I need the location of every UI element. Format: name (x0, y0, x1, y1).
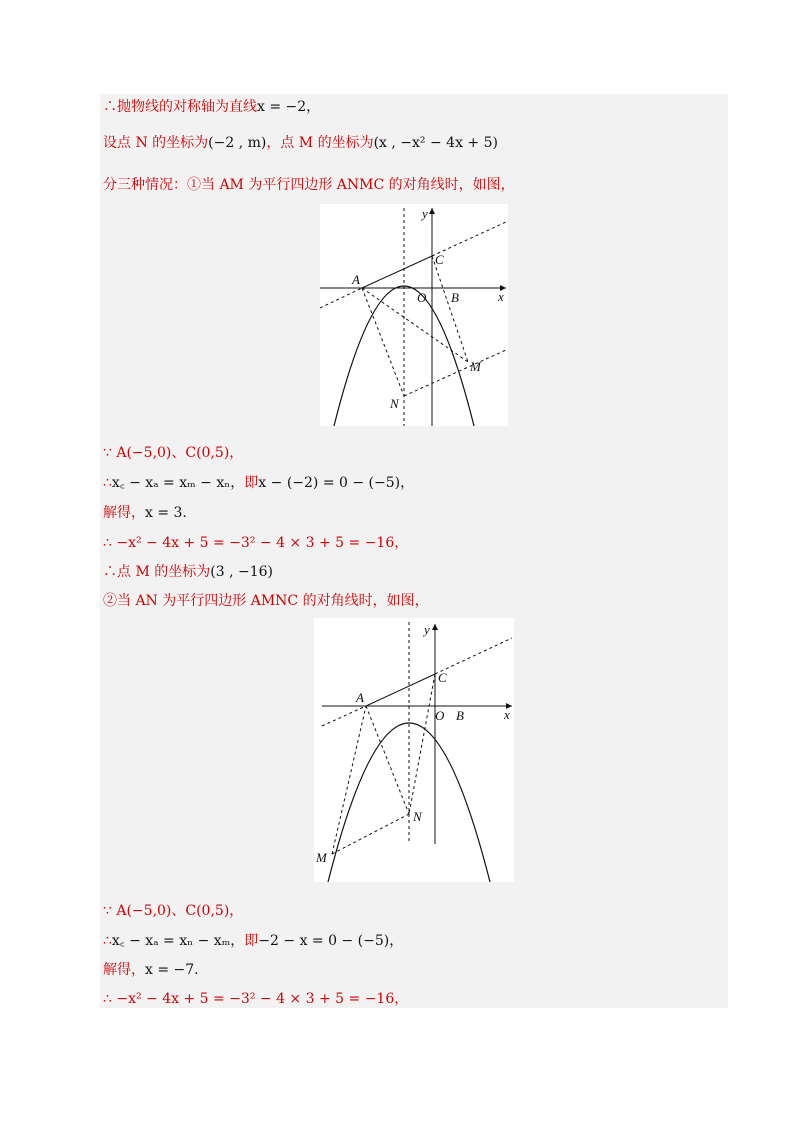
text-line-8 (103, 563, 273, 581)
line-5-text: ∴ (103, 475, 112, 491)
label-y: y (422, 206, 428, 221)
label-C: C (438, 670, 447, 685)
line-2-text-1: 设点 N 的坐标为 (103, 135, 209, 151)
segment-MN (332, 814, 409, 854)
label-O: O (435, 708, 445, 723)
line-13-text: ∴ −x² − 4x + 5 = −3² − 4 × 3 + 5 = −16， (103, 991, 409, 1007)
figure-1 (320, 204, 508, 426)
text-line-12 (103, 961, 199, 979)
line-AC-extension-left (322, 706, 366, 726)
line-8-math: (3 , −16) (210, 564, 273, 580)
label-N: N (413, 809, 422, 824)
text-line-6 (103, 504, 187, 522)
label-O: O (417, 290, 427, 305)
text-line-3 (103, 176, 515, 194)
line-2-math-1: (−2 , m) (208, 135, 267, 151)
text-line-13 (103, 990, 408, 1008)
line-7-text: ∴ −x² − 4x + 5 = −3² − 4 × 3 + 5 = −16， (103, 535, 409, 551)
text-line-11 (103, 932, 403, 950)
line-11-math-2: −2 − x = 0 − (−5)， (258, 933, 404, 949)
y-axis-arrow (432, 624, 438, 630)
line-11-text-2: 即 (244, 933, 259, 949)
label-C: C (435, 252, 444, 267)
text-line-7 (103, 534, 408, 552)
text-line-9 (103, 592, 429, 610)
text-line-5 (103, 474, 414, 492)
segment-AC (362, 256, 432, 288)
label-A: A (356, 690, 364, 705)
label-M: M (470, 359, 481, 374)
segment-CN (409, 674, 435, 814)
segment-AN (366, 706, 409, 814)
line-5-text-2: 即 (244, 475, 259, 491)
label-M: M (316, 850, 327, 865)
line-12-math: x = −7. (145, 962, 199, 978)
label-x: x (504, 707, 510, 722)
line-9-text: ②当 AN 为平行四边形 AMNC 的对角线时，如图， (103, 593, 429, 609)
line-1-math: x = −2， (257, 99, 321, 115)
line-10-text: ∵ A(−5,0)、C(0,5)， (103, 903, 244, 919)
line-2-text-2: ，点 M 的坐标为 (266, 135, 374, 151)
line-6-math: x = 3. (145, 505, 187, 521)
line-6-text: 解得， (103, 505, 145, 521)
figure-2-graph (314, 618, 514, 882)
text-line-1 (103, 98, 320, 116)
label-B: B (451, 290, 459, 305)
segment-AC (366, 674, 435, 706)
line-12-text: 解得， (103, 962, 145, 978)
line-11-math: x꜀ − xₐ = xₙ − xₘ， (111, 933, 245, 949)
segment-NM (404, 350, 506, 396)
text-line-10 (103, 902, 243, 920)
y-axis-arrow (429, 208, 435, 214)
label-A: A (352, 272, 360, 287)
line-3-text: 分三种情况：①当 AM 为平行四边形 ANMC 的对角线时，如图， (103, 177, 515, 193)
text-line-2 (103, 134, 498, 152)
segment-AN (362, 288, 404, 396)
line-5-math-2: x − (−2) = 0 − (−5)， (258, 475, 415, 491)
figure-1-graph (320, 204, 508, 426)
line-1-text: ∴抛物线的对称轴为直线 (103, 99, 257, 115)
line-4-text: ∵ A(−5,0)、C(0,5)， (103, 445, 244, 461)
line-2-math-2: (x , −x² − 4x + 5) (373, 135, 498, 151)
line-5-math: x꜀ − xₐ = xₘ − xₙ， (111, 475, 245, 491)
line-AC-extension-right (432, 222, 506, 256)
line-8-text: ∴点 M 的坐标为 (103, 564, 211, 580)
line-11-text: ∴ (103, 933, 112, 949)
text-line-4 (103, 444, 243, 462)
figure-2 (314, 618, 514, 882)
label-N: N (390, 396, 399, 411)
label-B: B (456, 708, 464, 723)
line-AC-extension-left (320, 288, 362, 308)
parabola (334, 286, 474, 426)
label-x: x (498, 289, 504, 304)
line-AC-extension-right (435, 638, 512, 674)
label-y: y (424, 622, 430, 637)
